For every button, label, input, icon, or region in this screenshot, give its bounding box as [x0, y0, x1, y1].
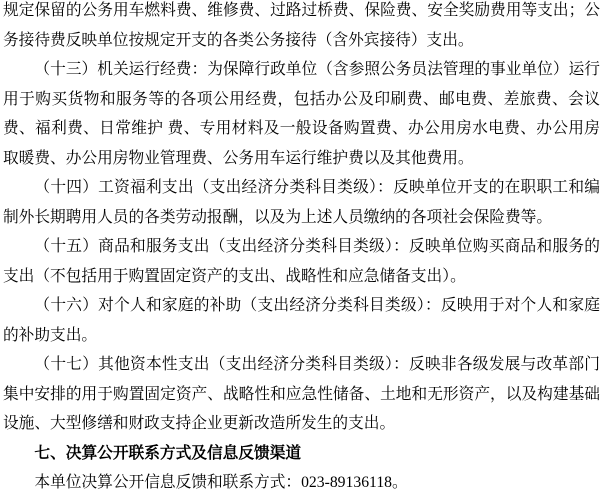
paragraph-item-15-goods-services: （十五）商品和服务支出（支出经济分类科目类级）：反映单位购买商品和服务的支出（不包括用于购置固定资产的支出、战略性和应急储备支出）。	[3, 238, 600, 285]
paragraph-item-14-wage-welfare: （十四）工资福利支出（支出经济分类科目类级）：反映单位开支的在职职工和编制外长期聘用人员的各类劳动报酬，以及为上述人员缴纳的各项社会保险费等。	[3, 179, 600, 226]
paragraph-item-17-other-capital-expense: （十七）其他资本性支出（支出经济分类科目类级）：反映非各级发展与改革部门集中安排的用于购置固定资产、战略性和应急性储备、土地和无形资产，以及构建基础设施、大型修缮和财政支持企业更新改造所发生的支出。	[3, 356, 600, 432]
section-heading-contact-feedback: 七、决算公开联系方式及信息反馈渠道	[34, 444, 302, 462]
paragraph-item-13-organ-operating-expense: （十三）机关运行经费：为保障行政单位（含参照公务员法管理的事业单位）运行用于购买货物和服务等的各项公用经费，包括办公及印刷费、邮电费、差旅费、会议费、福利费、日常维护 费、专用材料及一般设备购置费、办公用房水电费、办公用房取暖费、办公用房物业管理费、公务用车运行维护费以及其他费用。	[3, 61, 600, 167]
paragraph-item-16-individual-family-subsidy: （十六）对个人和家庭的补助（支出经济分类科目类级）：反映用于对个人和家庭的补助支出。	[3, 297, 600, 344]
paragraph-vehicle-reception-expense: 规定保留的公务用车燃料费、维修费、过路过桥费、保险费、安全奖励费用等支出；公务接待费反映单位按规定开支的各类公务接待（含外宾接待）支出。	[3, 2, 600, 49]
paragraph-contact-phone: 本单位决算公开信息反馈和联系方式：023-89136118。	[34, 474, 408, 491]
